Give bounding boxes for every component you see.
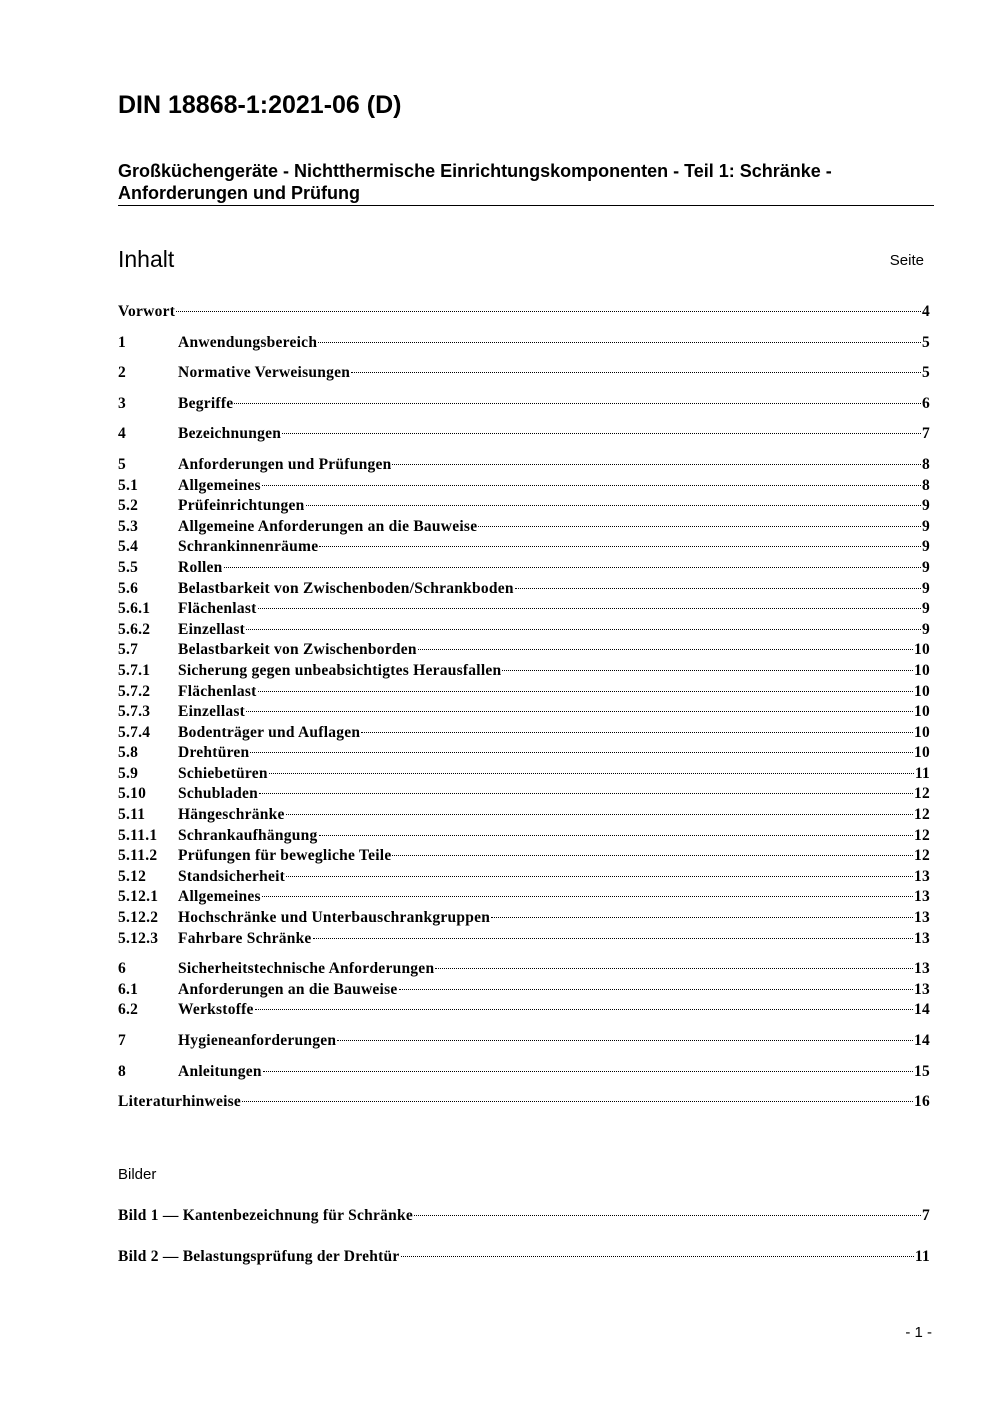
- contents-heading: Inhalt: [118, 246, 175, 272]
- toc-entry-number: 1: [118, 333, 126, 351]
- toc-entry-label: Begriffe: [178, 394, 234, 412]
- dot-leader: [337, 1040, 913, 1041]
- toc-entry-page: 10: [914, 682, 930, 700]
- toc-entry[interactable]: [118, 661, 930, 682]
- toc-entry-page: 10: [914, 641, 930, 659]
- toc-entry-page: 5: [922, 333, 930, 351]
- toc-entry[interactable]: [118, 579, 930, 600]
- toc-entry-label: Hygieneanforderungen: [178, 1032, 337, 1049]
- toc-entry-number: 5.1: [118, 476, 139, 494]
- toc-entry-number: 5.11.2: [118, 847, 158, 865]
- toc-entry-page: 14: [914, 1032, 930, 1049]
- toc-entry-label: Prüfungen für bewegliche Teile: [178, 847, 392, 865]
- toc-entry[interactable]: [118, 1000, 930, 1021]
- toc-entry-label: Fahrbare Schränke: [178, 929, 312, 947]
- toc-entry[interactable]: [118, 846, 930, 867]
- toc-entry-label: Literaturhinweise: [118, 1093, 242, 1111]
- toc-entry[interactable]: [118, 682, 930, 703]
- toc-entry-label: Allgemeines: [178, 476, 261, 494]
- toc-entry[interactable]: [118, 496, 930, 517]
- toc-entry-label: Einzellast: [178, 620, 246, 638]
- toc-entry[interactable]: [118, 424, 930, 445]
- toc-entry[interactable]: [118, 908, 930, 929]
- dot-leader: [392, 855, 913, 856]
- dot-leader: [246, 711, 913, 712]
- toc-entry-number: 5.4: [118, 538, 139, 556]
- dot-leader: [282, 433, 921, 434]
- toc-entry[interactable]: [118, 302, 930, 323]
- toc-entry[interactable]: [118, 517, 930, 538]
- toc-entry-number: 5.8: [118, 744, 139, 762]
- toc-entry-number: 5.12: [118, 867, 147, 885]
- dot-leader: [351, 372, 921, 373]
- dot-leader: [502, 670, 913, 671]
- figure-entry-page: 11: [914, 1247, 930, 1265]
- toc-entry[interactable]: [118, 743, 930, 764]
- toc-entry[interactable]: [118, 394, 930, 415]
- toc-entry-number: 5.7: [118, 641, 139, 659]
- dot-leader: [318, 342, 921, 343]
- dot-leader: [263, 1071, 913, 1072]
- toc-entry-page: 10: [914, 744, 930, 762]
- page-column-heading: Seite: [889, 252, 924, 269]
- dot-leader: [246, 629, 921, 630]
- toc-entry-number: 5.12.2: [118, 909, 159, 927]
- dot-leader: [319, 546, 921, 547]
- toc-entry[interactable]: [118, 764, 930, 785]
- dot-leader: [478, 526, 921, 527]
- toc-entry[interactable]: [118, 867, 930, 888]
- dot-leader: [269, 773, 914, 774]
- toc-entry-page: 9: [922, 558, 930, 576]
- dot-leader: [361, 732, 913, 733]
- toc-entry-number: 5.7.3: [118, 703, 151, 721]
- toc-entry-number: 5.5: [118, 558, 139, 576]
- toc-entry-number: 5: [118, 455, 126, 473]
- toc-entry-label: Prüfeinrichtungen: [178, 497, 305, 515]
- toc-entry-page: 10: [914, 723, 930, 741]
- toc-entry-label: Schrankaufhängung: [178, 826, 318, 844]
- dot-leader: [313, 938, 913, 939]
- figure-entry-label: Bild 1 — Kantenbezeichnung für Schränke: [118, 1207, 413, 1224]
- toc-entry-label: Hochschränke und Unterbauschrankgruppen: [178, 909, 491, 927]
- dot-leader: [259, 793, 913, 794]
- toc-entry-number: 5.11: [118, 806, 146, 824]
- toc-entry-label: Flächenlast: [178, 682, 257, 700]
- toc-entry[interactable]: [118, 702, 930, 723]
- figure-entry[interactable]: [118, 1247, 930, 1268]
- toc-entry-page: 9: [922, 517, 930, 535]
- dot-leader: [306, 505, 921, 506]
- toc-entry-number: 5.7.4: [118, 723, 151, 741]
- toc-entry[interactable]: [118, 476, 930, 497]
- dot-leader: [319, 835, 913, 836]
- toc-entry-number: 5.9: [118, 764, 139, 782]
- toc-entry[interactable]: [118, 929, 930, 950]
- toc-entry-number: 6: [118, 960, 126, 978]
- toc-entry-label: Schiebetüren: [178, 764, 268, 782]
- toc-entry-number: 5.7.2: [118, 682, 151, 700]
- toc-entry-number: 5.2: [118, 497, 139, 515]
- toc-entry-label: Werkstoffe: [178, 1001, 254, 1019]
- toc-entry-page: 9: [922, 600, 930, 618]
- toc-entry-number: 3: [118, 394, 126, 412]
- toc-entry-number: 5.11.1: [118, 826, 158, 844]
- toc-entry-number: 2: [118, 364, 126, 382]
- toc-entry-label: Sicherung gegen unbeabsichtigtes Herausfallen: [178, 661, 502, 679]
- toc-entry-page: 12: [914, 785, 930, 803]
- dot-leader: [491, 917, 913, 918]
- toc-entry-label: Allgemeine Anforderungen an die Bauweise: [178, 517, 478, 535]
- page-number: - 1 -: [905, 1324, 932, 1341]
- toc-entry-page: 8: [922, 476, 930, 494]
- toc-entry-number: 6.2: [118, 1001, 139, 1019]
- toc-entry-page: 13: [914, 909, 930, 927]
- toc-entry-label: Schrankinnenräume: [178, 538, 319, 556]
- toc-entry[interactable]: [118, 723, 930, 744]
- document-title-line-2: Anforderungen und Prüfung: [118, 183, 360, 203]
- toc-entry-page: 16: [914, 1093, 930, 1111]
- dot-leader: [258, 608, 921, 609]
- toc-entry[interactable]: [118, 558, 930, 579]
- dot-leader: [286, 876, 913, 877]
- toc-entry-number: 5.7.1: [118, 661, 151, 679]
- dot-leader: [250, 752, 913, 753]
- toc-entry-label: Anleitungen: [178, 1062, 262, 1080]
- toc-entry-label: Anforderungen an die Bauweise: [178, 980, 398, 998]
- toc-entry-label: Sicherheitstechnische Anforderungen: [178, 960, 435, 978]
- toc-entry-page: 12: [914, 826, 930, 844]
- toc-entry[interactable]: [118, 826, 930, 847]
- toc-entry[interactable]: [118, 599, 930, 620]
- toc-entry-page: 15: [914, 1062, 930, 1080]
- toc-entry[interactable]: [118, 959, 930, 980]
- toc-entry-page: 6: [922, 394, 930, 412]
- toc-entry-number: 6.1: [118, 980, 139, 998]
- toc-entry-label: Belastbarkeit von Zwischenborden: [178, 641, 417, 659]
- toc-entry-page: 10: [914, 661, 930, 679]
- document-title: [118, 160, 934, 206]
- toc-entry-page: 9: [922, 579, 930, 597]
- document-title-line-1: Großküchengeräte - Nichtthermische Einrichtungskomponenten - Teil 1: Schränke -: [118, 161, 832, 181]
- toc-entry-label: Bezeichnungen: [178, 425, 282, 443]
- toc-entry[interactable]: [118, 640, 930, 661]
- toc-entry[interactable]: [118, 887, 930, 908]
- dot-leader: [515, 588, 921, 589]
- table-of-contents: [118, 302, 930, 1113]
- toc-entry-label: Standsicherheit: [178, 867, 286, 885]
- toc-entry-label: Bodenträger und Auflagen: [178, 723, 361, 741]
- toc-entry-number: 5.6.2: [118, 620, 151, 638]
- toc-entry-label: Hängeschränke: [178, 806, 285, 824]
- dot-leader: [262, 896, 913, 897]
- dot-leader: [262, 485, 921, 486]
- toc-entry-page: 10: [914, 703, 930, 721]
- figure-entry[interactable]: [118, 1206, 930, 1227]
- figures-heading: Bilder: [118, 1166, 157, 1183]
- toc-entry-label: Anforderungen und Prüfungen: [178, 455, 392, 473]
- figure-entry-page: 7: [922, 1207, 930, 1224]
- toc-entry[interactable]: [118, 1031, 930, 1052]
- toc-entry-page: 9: [922, 497, 930, 515]
- dot-leader: [255, 1009, 913, 1010]
- toc-entry-page: 8: [922, 455, 930, 473]
- toc-entry[interactable]: [118, 363, 930, 384]
- toc-entry[interactable]: [118, 455, 930, 476]
- toc-entry-page: 11: [914, 764, 930, 782]
- toc-entry-label: Vorwort: [118, 303, 176, 320]
- dot-leader: [258, 691, 913, 692]
- toc-entry-page: 13: [914, 960, 930, 978]
- dot-leader: [418, 649, 913, 650]
- dot-leader: [176, 311, 921, 312]
- toc-entry-page: 9: [922, 620, 930, 638]
- toc-entry-number: 5.12.1: [118, 888, 159, 906]
- toc-entry-page: 13: [914, 929, 930, 947]
- toc-entry-page: 7: [922, 425, 930, 443]
- toc-entry-label: Einzellast: [178, 703, 246, 721]
- toc-entry-number: 5.6.1: [118, 600, 151, 618]
- toc-entry-page: 9: [922, 538, 930, 556]
- toc-entry-number: 5.10: [118, 785, 147, 803]
- toc-entry-page: 12: [914, 806, 930, 824]
- toc-entry-label: Allgemeines: [178, 888, 261, 906]
- dot-leader: [401, 1256, 914, 1257]
- toc-entry[interactable]: [118, 805, 930, 826]
- toc-entry-page: 5: [922, 364, 930, 382]
- toc-entry-number: 7: [118, 1032, 126, 1049]
- toc-entry-number: 5.12.3: [118, 929, 159, 947]
- dot-leader: [414, 1215, 921, 1216]
- toc-entry-label: Flächenlast: [178, 600, 257, 618]
- toc-entry-page: 13: [914, 867, 930, 885]
- toc-entry[interactable]: [118, 784, 930, 805]
- toc-entry[interactable]: [118, 1092, 930, 1113]
- toc-entry-label: Rollen: [178, 558, 223, 576]
- toc-entry-page: 13: [914, 888, 930, 906]
- dot-leader: [435, 968, 913, 969]
- dot-leader: [392, 464, 921, 465]
- toc-entry[interactable]: [118, 620, 930, 641]
- dot-leader: [242, 1101, 913, 1102]
- toc-entry[interactable]: [118, 333, 930, 354]
- figure-entry-label: Bild 2 — Belastungsprüfung der Drehtür: [118, 1247, 400, 1265]
- toc-entry-label: Schubladen: [178, 785, 259, 803]
- document-id: DIN 18868-1:2021-06 (D): [118, 91, 402, 119]
- list-of-figures: [118, 1206, 930, 1287]
- toc-entry-label: Drehtüren: [178, 744, 250, 762]
- toc-entry-page: 14: [914, 1001, 930, 1019]
- toc-entry-label: Anwendungsbereich: [178, 333, 318, 351]
- toc-entry-number: 8: [118, 1062, 126, 1080]
- dot-leader: [224, 567, 921, 568]
- toc-entry-number: 4: [118, 425, 126, 443]
- toc-entry[interactable]: [118, 980, 930, 1001]
- dot-leader: [286, 814, 913, 815]
- toc-entry-label: Normative Verweisungen: [178, 364, 351, 382]
- dot-leader: [234, 403, 921, 404]
- dot-leader: [399, 989, 913, 990]
- toc-entry[interactable]: [118, 537, 930, 558]
- toc-entry[interactable]: [118, 1062, 930, 1083]
- toc-entry-page: 12: [914, 847, 930, 865]
- toc-entry-label: Belastbarkeit von Zwischenboden/Schrankboden: [178, 579, 514, 597]
- toc-entry-page: 4: [922, 303, 930, 320]
- toc-entry-number: 5.3: [118, 517, 139, 535]
- toc-entry-page: 13: [914, 980, 930, 998]
- toc-entry-number: 5.6: [118, 579, 139, 597]
